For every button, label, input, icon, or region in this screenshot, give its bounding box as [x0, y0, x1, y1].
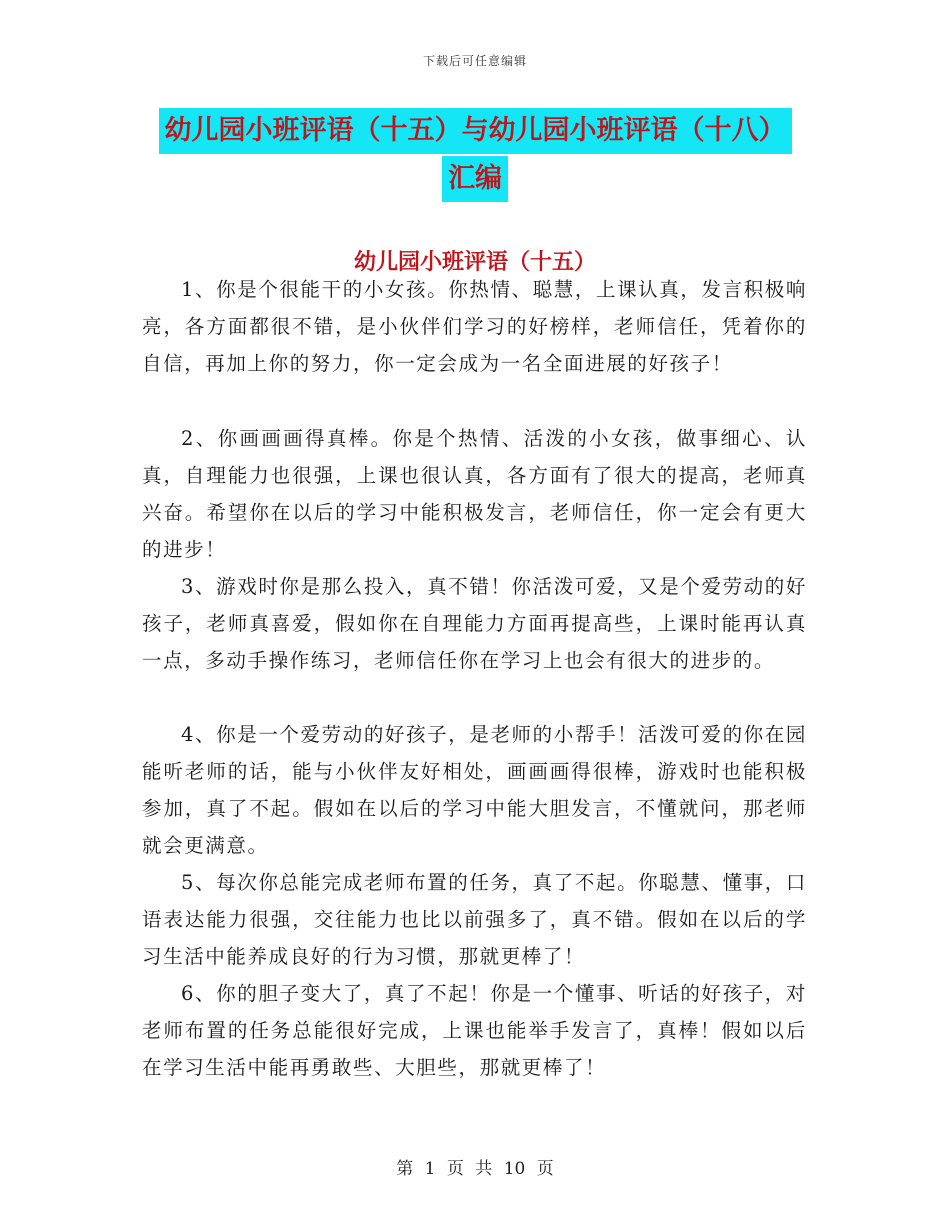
paragraph-5: 5、每次你总能完成老师布置的任务，真了不起。你聪慧、懂事，口语表达能力很强，交往能力也比以前强多了，真不错。假如在以后的学习生活中能养成良好的行为习惯，那就更棒了！	[142, 871, 807, 968]
paragraph-1: 1、你是个很能干的小女孩。你热情、聪慧，上课认真，发言积极响亮，各方面都很不错，是小伙伴们学习的好榜样，老师信任，凭着你的自信，再加上你的努力，你一定会成为一名全面进展的好孩子！	[142, 278, 807, 375]
paragraph-3-block	[142, 568, 807, 679]
paragraph-2-block	[142, 420, 807, 568]
document-title	[0, 108, 950, 202]
document-title-line-2: 汇编	[442, 156, 508, 202]
paragraph-4-block	[142, 716, 807, 864]
document-title-line-1: 幼儿园小班评语（十五）与幼儿园小班评语（十八）	[159, 108, 792, 154]
paragraph-5-block	[142, 864, 807, 975]
paragraph-4: 4、你是一个爱劳动的好孩子，是老师的小帮手！活泼可爱的你在园能听老师的话，能与小伙伴友好相处，画画画得很棒，游戏时也能积极参加，真了不起。假如在以后的学习中能大胆发言，不懂就问，那老师就会更满意。	[142, 723, 807, 857]
paragraph-3: 3、游戏时你是那么投入，真不错！你活泼可爱，又是个爱劳动的好孩子，老师真喜爱，假如你在自理能力方面再提高些，上课时能再认真一点，多动手操作练习，老师信任你在学习上也会有很大的进步的。	[142, 575, 807, 672]
paragraph-6: 6、你的胆子变大了，真了不起！你是一个懂事、听话的好孩子，对老师布置的任务总能很好完成，上课也能举手发言了，真棒！假如以后在学习生活中能再勇敢些、大胆些，那就更棒了！	[142, 982, 807, 1079]
section-heading: 幼儿园小班评语（十五）	[353, 249, 596, 275]
paragraph-1-block	[142, 271, 807, 382]
page-footer-number: 第 1 页 共 10 页	[396, 1159, 554, 1179]
page-header-note: 下载后可任意编辑	[422, 54, 527, 68]
paragraph-2: 2、你画画画得真棒。你是个热情、活泼的小女孩，做事细心、认真，自理能力也很强，上课也很认真，各方面有了很大的提高，老师真兴奋。希望你在以后的学习中能积极发言，老师信任，你一定会有更大的进步！	[142, 427, 807, 561]
paragraph-6-block	[142, 975, 807, 1086]
